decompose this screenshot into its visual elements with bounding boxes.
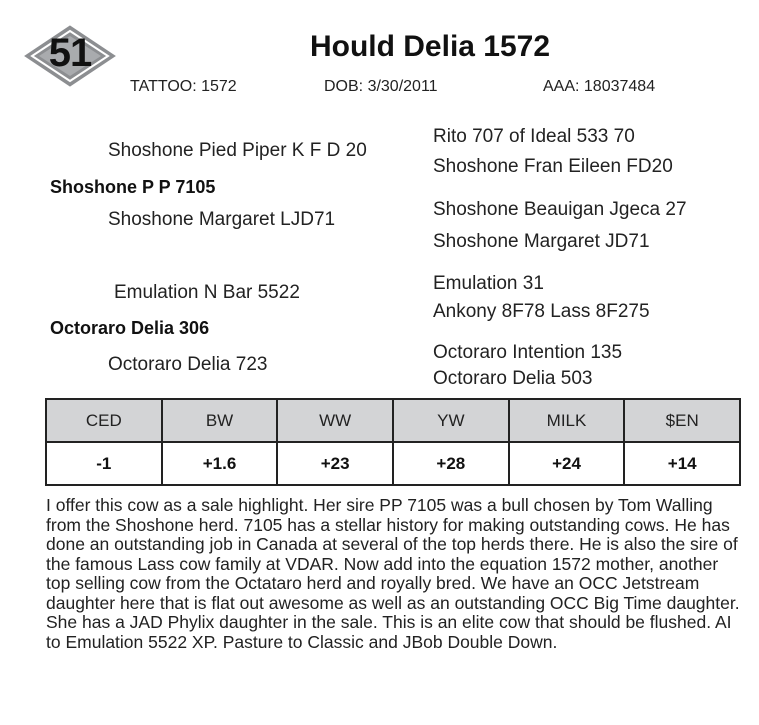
sire-sire: Shoshone Pied Piper K F D 20 — [108, 140, 367, 161]
dam-sire: Emulation N Bar 5522 — [114, 282, 300, 303]
animal-name: Hould Delia 1572 — [309, 30, 551, 63]
sire-dam-sire: Shoshone Beauigan Jgeca 27 — [433, 199, 687, 220]
aaa-info: AAA: 18037484 — [543, 78, 656, 95]
epd-value-ww: +23 — [278, 443, 394, 484]
lot-description: I offer this cow as a sale highlight. Her sire PP 7105 was a bull chosen by Tom Walling from the Shoshone herd. 7105 has a stellar history for making outstanding cows. He has done an outstanding job in Canada at several of the top herds there. He is also the sire of the famous Lass cow family at VDAR. Now add into the equation 1572 mother, another top selling cow from the Octataro herd and royally bred. We have an OCC Jetstream daughter here that is flat out awesome as well as an outstanding OCC Big Time daughter. She has a JAD Phylix daughter in the sale. This is an elite cow that should be flushed. AI to Emulation 5522 XP. Pasture to Classic and JBob Double Down. — [46, 495, 740, 652]
sire-name: Shoshone P P 7105 — [50, 177, 216, 197]
epd-header-yw: YW — [394, 400, 510, 441]
epd-value-yw: +28 — [394, 443, 510, 484]
epd-table — [45, 398, 741, 486]
dam-dam-dam: Octoraro Delia 503 — [433, 368, 593, 389]
epd-header-ced: CED — [47, 400, 163, 441]
dam-name: Octoraro Delia 306 — [50, 318, 210, 338]
dam-dam-sire: Octoraro Intention 135 — [433, 342, 623, 363]
epd-value-ced: -1 — [47, 443, 163, 484]
epd-header-milk: MILK — [510, 400, 626, 441]
epd-value-milk: +24 — [510, 443, 626, 484]
epd-header-bw: BW — [163, 400, 279, 441]
lot-number: 51 — [48, 31, 92, 75]
sire-dam-dam: Shoshone Margaret JD71 — [433, 231, 650, 252]
dam-dam: Octoraro Delia 723 — [108, 354, 268, 375]
epd-header-row — [47, 400, 739, 443]
lot-number-badge — [22, 24, 118, 88]
sire-dam: Shoshone Margaret LJD71 — [108, 209, 336, 230]
sire-sire-sire: Rito 707 of Ideal 533 70 — [433, 126, 635, 147]
dam-sire-sire: Emulation 31 — [433, 273, 544, 294]
tattoo-info: TATTOO: 1572 — [130, 78, 237, 95]
epd-header-en: $EN — [665, 410, 699, 430]
epd-value-bw: +1.6 — [163, 443, 279, 484]
dam-sire-dam: Ankony 8F78 Lass 8F275 — [433, 301, 650, 322]
epd-header-ww: WW — [278, 400, 394, 441]
sire-sire-dam: Shoshone Fran Eileen FD20 — [433, 156, 673, 177]
dob-info: DOB: 3/30/2011 — [324, 78, 438, 95]
epd-value-en: +14 — [667, 453, 697, 473]
epd-value-row — [47, 443, 739, 484]
